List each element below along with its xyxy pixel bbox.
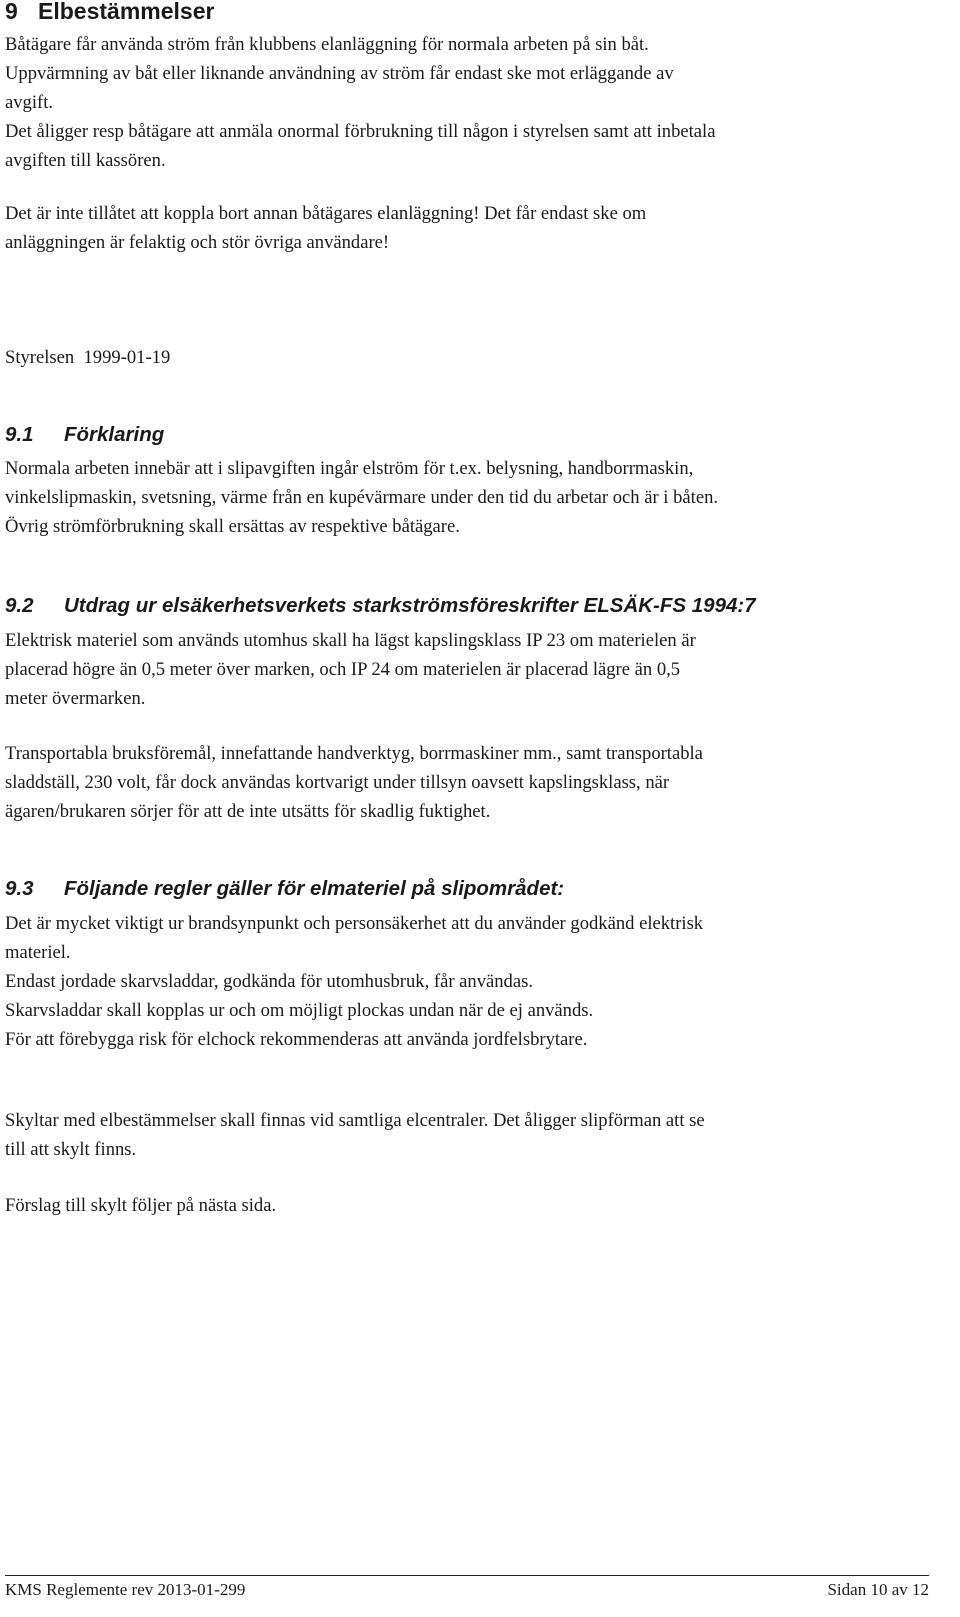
text-line: Endast jordade skarvsladdar, godkända för utomhusbruk, får användas. <box>5 971 533 992</box>
text-line: Det åligger resp båtägare att anmäla onormal förbrukning till någon i styrelsen samt att inbetala <box>5 121 716 142</box>
section-title: Elbestämmelser <box>38 0 215 24</box>
section-9-2-para-2 <box>5 739 957 826</box>
section-9-intro <box>5 30 957 175</box>
footer-document-name: KMS Reglemente rev 2013-01-299 <box>5 1580 246 1599</box>
section-9-warning <box>5 199 957 257</box>
section-number: 9 <box>5 0 18 24</box>
text-line: avgift. <box>5 92 54 113</box>
text-line: sladdställ, 230 volt, får dock användas kortvarigt under tillsyn oavsett kapslingsklass, när <box>5 772 670 793</box>
text-line: materiel. <box>5 942 71 963</box>
section-9-1-heading <box>5 421 164 449</box>
text-line: Förslag till skylt följer på nästa sida. <box>5 1195 277 1216</box>
section-9-1-body <box>5 454 957 541</box>
text-line: anläggningen är felaktig och stör övriga användare! <box>5 232 390 253</box>
text-line: avgiften till kassören. <box>5 150 166 171</box>
text-line: För att förebygga risk för elchock rekommenderas att använda jordfelsbrytare. <box>5 1029 588 1050</box>
footer-page-number: Sidan 10 av 12 <box>827 1580 929 1599</box>
text-line: placerad högre än 0,5 meter över marken, och IP 24 om materielen är placerad lägre än 0,5 <box>5 659 681 680</box>
section-9-3-rules <box>5 909 957 1054</box>
text-line: Skarvsladdar skall kopplas ur och om möjligt plockas undan när de ej används. <box>5 1000 594 1021</box>
footer-divider <box>5 1575 929 1576</box>
text-line: Det är mycket viktigt ur brandsynpunkt och personsäkerhet att du använder godkänd elektrisk <box>5 913 704 934</box>
text-line: till att skylt finns. <box>5 1139 137 1160</box>
section-9-3-signs <box>5 1106 957 1164</box>
text-line: ägaren/brukaren sörjer för att de inte utsätts för skadlig fuktighet. <box>5 801 491 822</box>
text-line: Elektrisk materiel som används utomhus skall ha lägst kapslingsklass IP 23 om materielen är <box>5 630 696 651</box>
text-line: Båtägare får använda ström från klubbens elanläggning för normala arbeten på sin båt. <box>5 34 649 55</box>
section-9-heading <box>5 0 214 26</box>
section-title: Följande regler gäller för elmateriel på slipområdet: <box>64 877 565 900</box>
text-line: Övrig strömförbrukning skall ersättas av respektive båtägare. <box>5 516 460 537</box>
text-line: Transportabla bruksföremål, innefattande handverktyg, borrmaskiner mm., samt transportabla <box>5 743 703 764</box>
section-number: 9.2 <box>5 594 34 617</box>
text-line: vinkelslipmaskin, svetsning, värme från en kupévärmare under den tid du arbetar och är i båten. <box>5 487 719 508</box>
section-9-3-heading <box>5 875 564 903</box>
section-number: 9.3 <box>5 877 34 900</box>
signature <box>5 285 957 401</box>
text-line: Skyltar med elbestämmelser skall finnas vid samtliga elcentraler. Det åligger slipförman att se <box>5 1110 705 1131</box>
section-9-3-proposal <box>5 1191 957 1220</box>
text-line: meter övermarken. <box>5 688 146 709</box>
text-line: Det är inte tillåtet att koppla bort annan båtägares elanläggning! Det får endast ske om <box>5 203 647 224</box>
section-title: Utdrag ur elsäkerhetsverkets starkströmsföreskrifter ELSÄK-FS 1994:7 <box>64 594 756 617</box>
text-line: Uppvärmning av båt eller liknande användning av ström får endast ske mot erläggande av <box>5 63 674 84</box>
signature-text: Styrelsen 1999-01-19 <box>5 347 171 368</box>
section-9-2-para-1 <box>5 626 957 713</box>
section-number: 9.1 <box>5 423 34 446</box>
section-title: Förklaring <box>64 423 165 446</box>
text-line: Normala arbeten innebär att i slipavgiften ingår elström för t.ex. belysning, handborrmaskin, <box>5 458 694 479</box>
section-9-2-heading <box>5 592 756 620</box>
